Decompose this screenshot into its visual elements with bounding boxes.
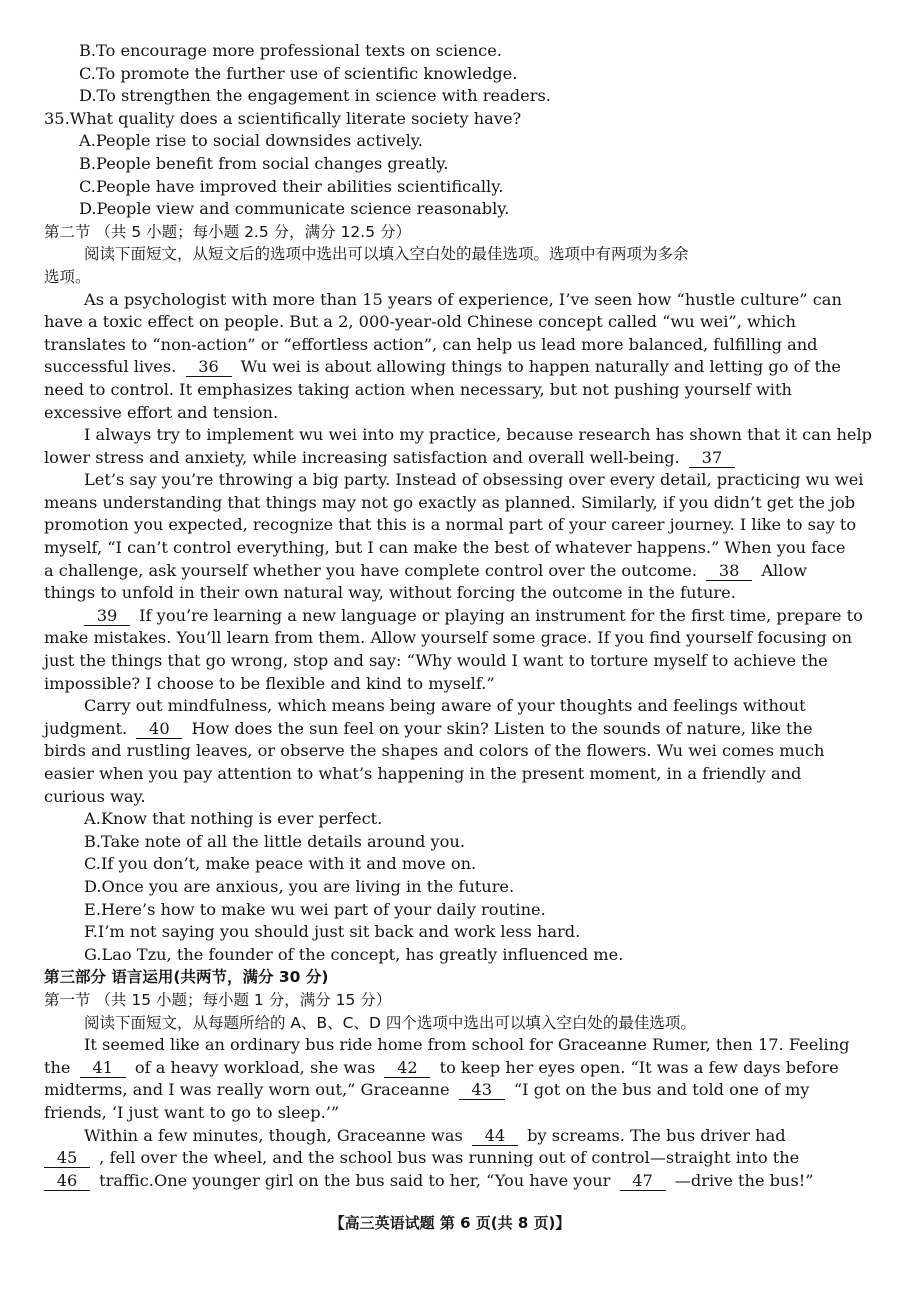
p1-line: need to control. It emphasizes taking action when necessary, but not pushing yourself with <box>44 379 792 399</box>
q34-option-b: B.To encourage more professional texts on science. <box>79 41 502 60</box>
cloze-text: of a heavy workload, she was <box>134 1057 376 1077</box>
p3-text: Allow <box>761 560 807 580</box>
cloze-line: It seemed like an ordinary bus ride home from school for Graceanne Rumer, then 17. Feeling <box>84 1035 850 1055</box>
q35-option-a: A.People rise to social downsides actively. <box>79 131 423 151</box>
p4-line: just the things that go wrong, stop and say: “Why would I want to torture myself to achieve the <box>44 651 828 671</box>
p2-line: I always try to implement wu wei into my practice, because research has shown that it can help <box>84 425 872 445</box>
p3-line: things to unfold in their own natural way, without forcing the outcome in the future. <box>44 583 736 603</box>
blank-39: 39 <box>84 607 130 626</box>
passage-paragraph-4 <box>44 605 863 695</box>
part3-header: 第三部分 语言运用(共两节，满分 30 分) <box>44 968 329 987</box>
p2-text: lower stress and anxiety, while increasing satisfaction and overall well-being. <box>44 447 680 467</box>
blank-36: 36 <box>186 358 232 377</box>
p3-line: means understanding that things may not go exactly as planned. Similarly, if you didn’t get the job <box>44 492 856 512</box>
p1-text: Wu wei is about allowing things to happen naturally and letting go of the <box>240 357 841 377</box>
q34-option-d: D.To strengthen the engagement in science with readers. <box>79 86 551 106</box>
p3-line <box>44 560 844 583</box>
p4-line: make mistakes. You’ll learn from them. Allow yourself some grace. If you find yourself focusing on <box>44 628 853 648</box>
passage-paragraph-1 <box>44 289 844 425</box>
blank-41: 41 <box>80 1059 126 1078</box>
cloze-line <box>44 1170 844 1193</box>
blank-47: 47 <box>620 1172 666 1191</box>
q35-stem: 35.What quality does a scientifically literate society have? <box>44 108 522 128</box>
p1-line: excessive effort and tension. <box>44 402 279 422</box>
part3-instruction: 阅读下面短文，从每题所给的 A、B、C、D 四个选项中选出可以填入空白处的最佳选项。 <box>84 1013 696 1032</box>
option-f: F.I’m not saying you should just sit back and work less hard. <box>84 922 581 942</box>
option-e: E.Here’s how to make wu wei part of your daily routine. <box>84 899 546 919</box>
part3-section1-header: 第一节 （共 15 小题；每小题 1 分，满分 15 分） <box>44 990 392 1009</box>
p5-text: How does the sun feel on your skin? Listen to the sounds of nature, like the <box>191 718 813 738</box>
section2-instruction-2: 选项。 <box>44 267 91 286</box>
option-c: C.If you don’t, make peace with it and move on. <box>84 854 477 874</box>
exam-page <box>44 40 872 1192</box>
p1-line: translates to “non-action” or “effortless action”, can help us lead more balanced, fulfilling and <box>44 334 818 354</box>
page-footer: 【高三英语试题 第 6 页(共 8 页)】 <box>329 1214 571 1232</box>
p5-line: Carry out mindfulness, which means being aware of your thoughts and feelings without <box>84 696 806 716</box>
p4-text: If you’re learning a new language or playing an instrument for the first time, prepare to <box>139 605 863 625</box>
p3-text: a challenge, ask yourself whether you have complete control over the outcome. <box>44 560 697 580</box>
cloze-text: Within a few minutes, though, Graceanne was <box>84 1125 463 1145</box>
cloze-paragraph-1 <box>44 1034 850 1124</box>
cloze-text: to keep her eyes open. “It was a few days before <box>439 1057 839 1077</box>
p3-line: promotion you expected, recognize that this is a normal part of your career journey. I like to say to <box>44 515 857 535</box>
p5-line <box>44 718 844 741</box>
q35-option-b: B.People benefit from social changes greatly. <box>79 153 449 173</box>
blank-45: 45 <box>44 1149 90 1168</box>
cloze-line <box>44 1079 844 1102</box>
cloze-text: traffic.One younger girl on the bus said to her, “You have your <box>99 1170 611 1190</box>
option-a: A.Know that nothing is ever perfect. <box>84 809 383 829</box>
p3-line: Let’s say you’re throwing a big party. Instead of obsessing over every detail, practicing wu wei <box>84 470 864 490</box>
p2-line <box>44 447 844 470</box>
cloze-line <box>44 1147 844 1170</box>
cloze-line <box>44 1057 844 1080</box>
option-d: D.Once you are anxious, you are living in the future. <box>84 876 515 896</box>
passage-paragraph-3 <box>44 469 864 605</box>
cloze-text: , fell over the wheel, and the school bus was running out of control—straight into the <box>99 1148 800 1168</box>
p1-line: have a toxic effect on people. But a 2, 000-year-old Chinese concept called “wu wei”, which <box>44 312 796 332</box>
p3-line: myself, “I can’t control everything, but I can make the best of whatever happens.” When you face <box>44 538 846 558</box>
option-b: B.Take note of all the little details around you. <box>84 831 465 851</box>
p5-line: easier when you pay attention to what’s happening in the present moment, in a friendly and <box>44 764 802 783</box>
blank-43: 43 <box>459 1081 505 1100</box>
cloze-text: the <box>44 1057 71 1077</box>
cloze-paragraph-2 <box>44 1125 844 1193</box>
option-g: G.Lao Tzu, the founder of the concept, has greatly influenced me. <box>84 944 624 964</box>
cloze-text: by screams. The bus driver had <box>527 1125 786 1145</box>
blank-44: 44 <box>472 1127 518 1146</box>
p4-line: impossible? I choose to be flexible and kind to myself.” <box>44 673 495 693</box>
blank-38: 38 <box>706 562 752 581</box>
q34-option-c: C.To promote the further use of scientific knowledge. <box>79 63 518 83</box>
p1-line: As a psychologist with more than 15 years of experience, I’ve seen how “hustle culture” can <box>84 289 842 309</box>
blank-42: 42 <box>384 1059 430 1078</box>
p5-text: judgment. <box>44 718 128 738</box>
p4-line <box>44 605 863 628</box>
p1-text: successful lives. <box>44 357 177 377</box>
passage-paragraph-2 <box>44 424 872 469</box>
p1-line <box>44 356 844 379</box>
section2-header: 第二节 （共 5 小题；每小题 2.5 分，满分 12.5 分） <box>44 222 412 241</box>
question-35 <box>44 108 844 221</box>
p5-line: curious way. <box>44 786 146 806</box>
cloze-text: —drive the bus!” <box>674 1170 814 1190</box>
cloze-line <box>44 1125 844 1148</box>
q35-option-c: C.People have improved their abilities scientifically. <box>79 176 504 196</box>
blank-37: 37 <box>689 449 735 468</box>
section2-instruction-1: 阅读下面短文，从短文后的选项中选出可以填入空白处的最佳选项。选项中有两项为多余 <box>84 245 689 264</box>
q35-option-d: D.People view and communicate science reasonably. <box>79 199 510 219</box>
cloze-text: “I got on the bus and told one of my <box>513 1080 810 1100</box>
cloze-line: friends, ‘I just want to go to sleep.’” <box>44 1102 340 1122</box>
cloze-text: midterms, and I was really worn out,” Graceanne <box>44 1080 450 1100</box>
passage-paragraph-5 <box>44 695 844 808</box>
p5-line: birds and rustling leaves, or observe the shapes and colors of the flowers. Wu wei comes much <box>44 741 825 761</box>
section2-options <box>44 808 844 966</box>
blank-40: 40 <box>136 720 182 739</box>
q34-options <box>44 40 844 108</box>
blank-46: 46 <box>44 1172 90 1191</box>
